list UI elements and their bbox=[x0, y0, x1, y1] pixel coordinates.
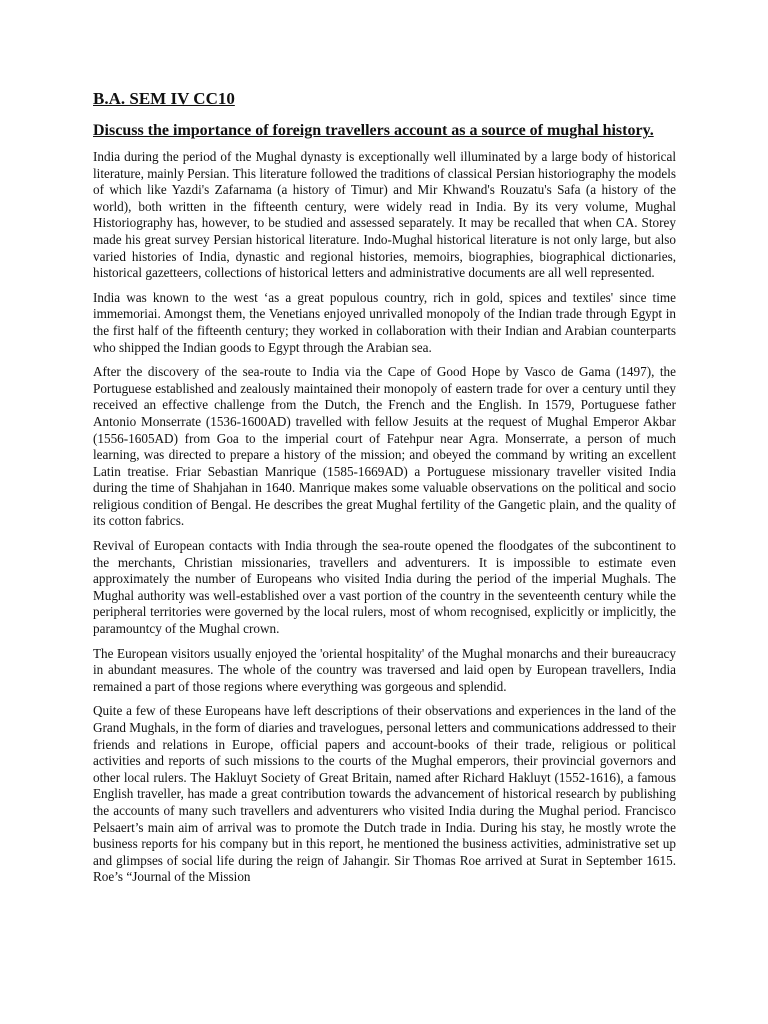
course-code-heading: B.A. SEM IV CC10 bbox=[93, 89, 235, 108]
paragraph-3: After the discovery of the sea-route to India via the Cape of Good Hope by Vasco de Gama (1497), the Portuguese established and zealously maintained their monopoly of eastern trade for over a century until they received an effective challenge from the Dutch, the French and the English. In 1579, Portuguese father Antonio Monserrate (1536-1600AD) travelled with fellow Jesuits at the request of Mughal Emperor Akbar (1556-1605AD) from Goa to the imperial court of Fatehpur near Agra. Monserrate, a person of much learning, was directed to prepare a history of the mission; and obeyed the command by writing an excellent Latin treatise. Friar Sebastian Manrique (1585-1669AD) a Portuguese missionary traveller visited India during the time of Shahjahan in 1640. Manrique makes some valuable observations on the political and socio religious condition of Bengal. He describes the great Mughal fertility of the Gangetic plain, and the quality of its cotton fabrics. bbox=[93, 364, 676, 529]
paragraph-4: Revival of European contacts with India through the sea-route opened the floodgates of the subcontinent to the merchants, Christian missionaries, travellers and adventurers. It is impossible to estimate even approximately the number of Europeans who visited India during the period of the imperial Mughals. The Mughal authority was well-established over a vast portion of the country in the seventeenth century while the peripheral territories were governed by the local rulers, most of whom recognised, explicitly or implicitly, the paramountcy of the Mughal crown. bbox=[93, 538, 676, 637]
paragraph-2: India was known to the west ‘as a great populous country, rich in gold, spices and textiles' since time immemoriai. Amongst them, the Venetians enjoyed unrivalled monopoly of the Indian trade through Egypt in the first half of the fifteenth century; they worked in collaboration with their Indian and Arabian counterparts who shipped the Indian goods to Egypt through the Arabian sea. bbox=[93, 289, 676, 355]
paragraph-1: India during the period of the Mughal dynasty is exceptionally well illuminated by a large body of historical literature, mainly Persian. This literature followed the traditions of classical Persian historiography the models of which like Yazdi's Zafarnama (a history of Timur) and Mir Khwand's Rouzatu's Safa (a history of the world), both written in the fifteenth century, were widely read in India. By its very volume, Mughal Historiography has, however, to be studied and assessed separately. It may be recalled that when CA. Storey made his great survey Persian historical literature. Indo-Mughal historical literature is not only large, but also varied histories of India, dynastic and regional histories, memoirs, biographies, biographical dictionaries, historical gazetteers, collections of historical letters and administrative documents are all well represented. bbox=[93, 149, 676, 281]
paragraph-6: Quite a few of these Europeans have left descriptions of their observations and experiences in the land of the Grand Mughals, in the form of diaries and travelogues, personal letters and communications addressed to their friends and relations in Europe, official papers and account-books of their trade, religious or political activities and reports of such missions to the courts of the Mughal emperors, their provincial governors and other local rulers. The Hakluyt Society of Great Britain, named after Richard Hakluyt (1552-1616), a famous English traveller, has made a great contribution towards the advancement of historical research by publishing the accounts of many such travellers and adventurers who visited India during the Mughal period. Francisco Pelsaert’s main aim of arrival was to promote the Dutch trade in India. During his stay, he mostly wrote the business reports for his company but in this report, he mentioned the business activities, administrative set up and glimpses of social life during the reign of Jahangir. Sir Thomas Roe arrived at Surat in September 1615. Roe’s “Journal of the Mission bbox=[93, 703, 676, 885]
document-page bbox=[93, 88, 676, 894]
question-heading: Discuss the importance of foreign travellers account as a source of mughal history. bbox=[93, 122, 654, 139]
paragraph-5: The European visitors usually enjoyed the 'oriental hospitality' of the Mughal monarchs and their bureaucracy in abundant measures. The whole of the country was traversed and laid open by European travellers, India remained a part of those regions where everything was gorgeous and splendid. bbox=[93, 645, 676, 694]
